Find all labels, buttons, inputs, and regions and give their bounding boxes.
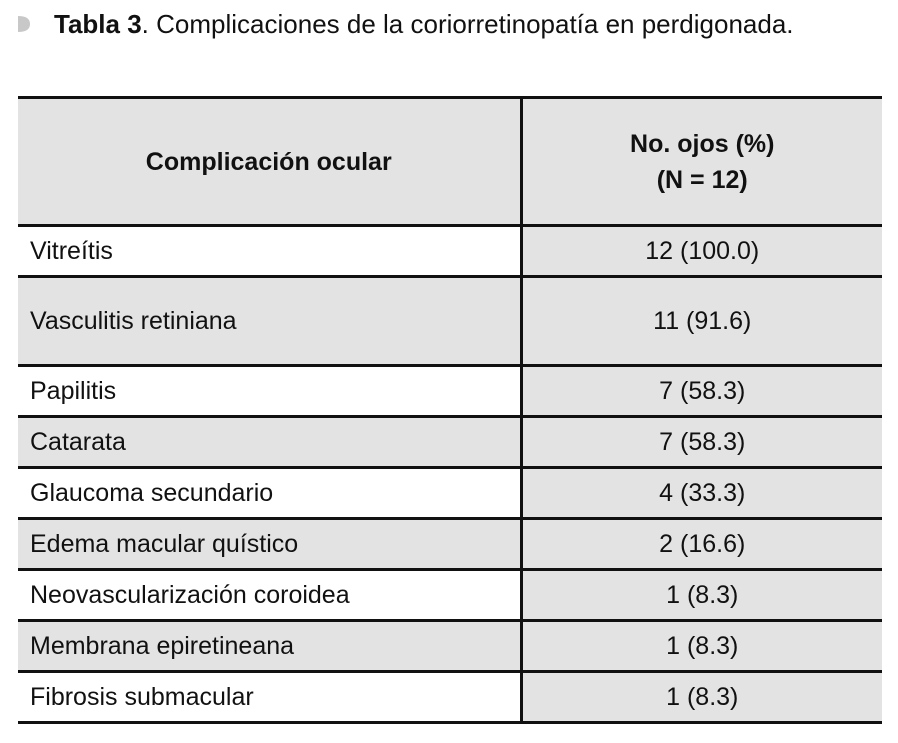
table-row: [18, 570, 882, 621]
table-row: [18, 417, 882, 468]
eyes-cell: 2 (16.6): [521, 519, 882, 570]
table-caption: [18, 6, 794, 42]
table-row: [18, 366, 882, 417]
eyes-cell: 1 (8.3): [521, 570, 882, 621]
table-header-row: [18, 98, 882, 226]
table-row: [18, 672, 882, 723]
complication-cell: Vasculitis retiniana: [18, 277, 521, 366]
table-row: [18, 621, 882, 672]
eyes-cell: 4 (33.3): [521, 468, 882, 519]
caption-text: Complicaciones de la coriorretinopatía en perdigonada.: [148, 8, 794, 39]
eyes-cell: 1 (8.3): [521, 621, 882, 672]
eyes-cell: 7 (58.3): [521, 417, 882, 468]
table-row: [18, 519, 882, 570]
caption-separator: .: [141, 8, 149, 39]
complication-cell: Papilitis: [18, 366, 521, 417]
table-row: [18, 277, 882, 366]
complication-cell: Fibrosis submacular: [18, 672, 521, 723]
table-row: [18, 226, 882, 277]
complications-table: [18, 96, 882, 724]
eyes-cell: 1 (8.3): [521, 672, 882, 723]
eyes-cell: 11 (91.6): [521, 277, 882, 366]
caption-label: Tabla 3: [54, 8, 142, 39]
header-eyes: [521, 98, 882, 226]
eyes-cell: 12 (100.0): [521, 226, 882, 277]
header-complication: Complicación ocular: [18, 98, 521, 226]
complication-cell: Catarata: [18, 417, 521, 468]
complication-cell: Glaucoma secundario: [18, 468, 521, 519]
header-eyes-line2: (N = 12): [656, 165, 748, 194]
complication-cell: Vitreítis: [18, 226, 521, 277]
complication-cell: Membrana epiretineana: [18, 621, 521, 672]
complication-cell: Neovascularización coroidea: [18, 570, 521, 621]
bullet-marker-icon: [18, 16, 30, 32]
eyes-cell: 7 (58.3): [521, 366, 882, 417]
table-row: [18, 468, 882, 519]
complication-cell: Edema macular quístico: [18, 519, 521, 570]
header-eyes-line1: No. ojos (%): [630, 129, 775, 158]
